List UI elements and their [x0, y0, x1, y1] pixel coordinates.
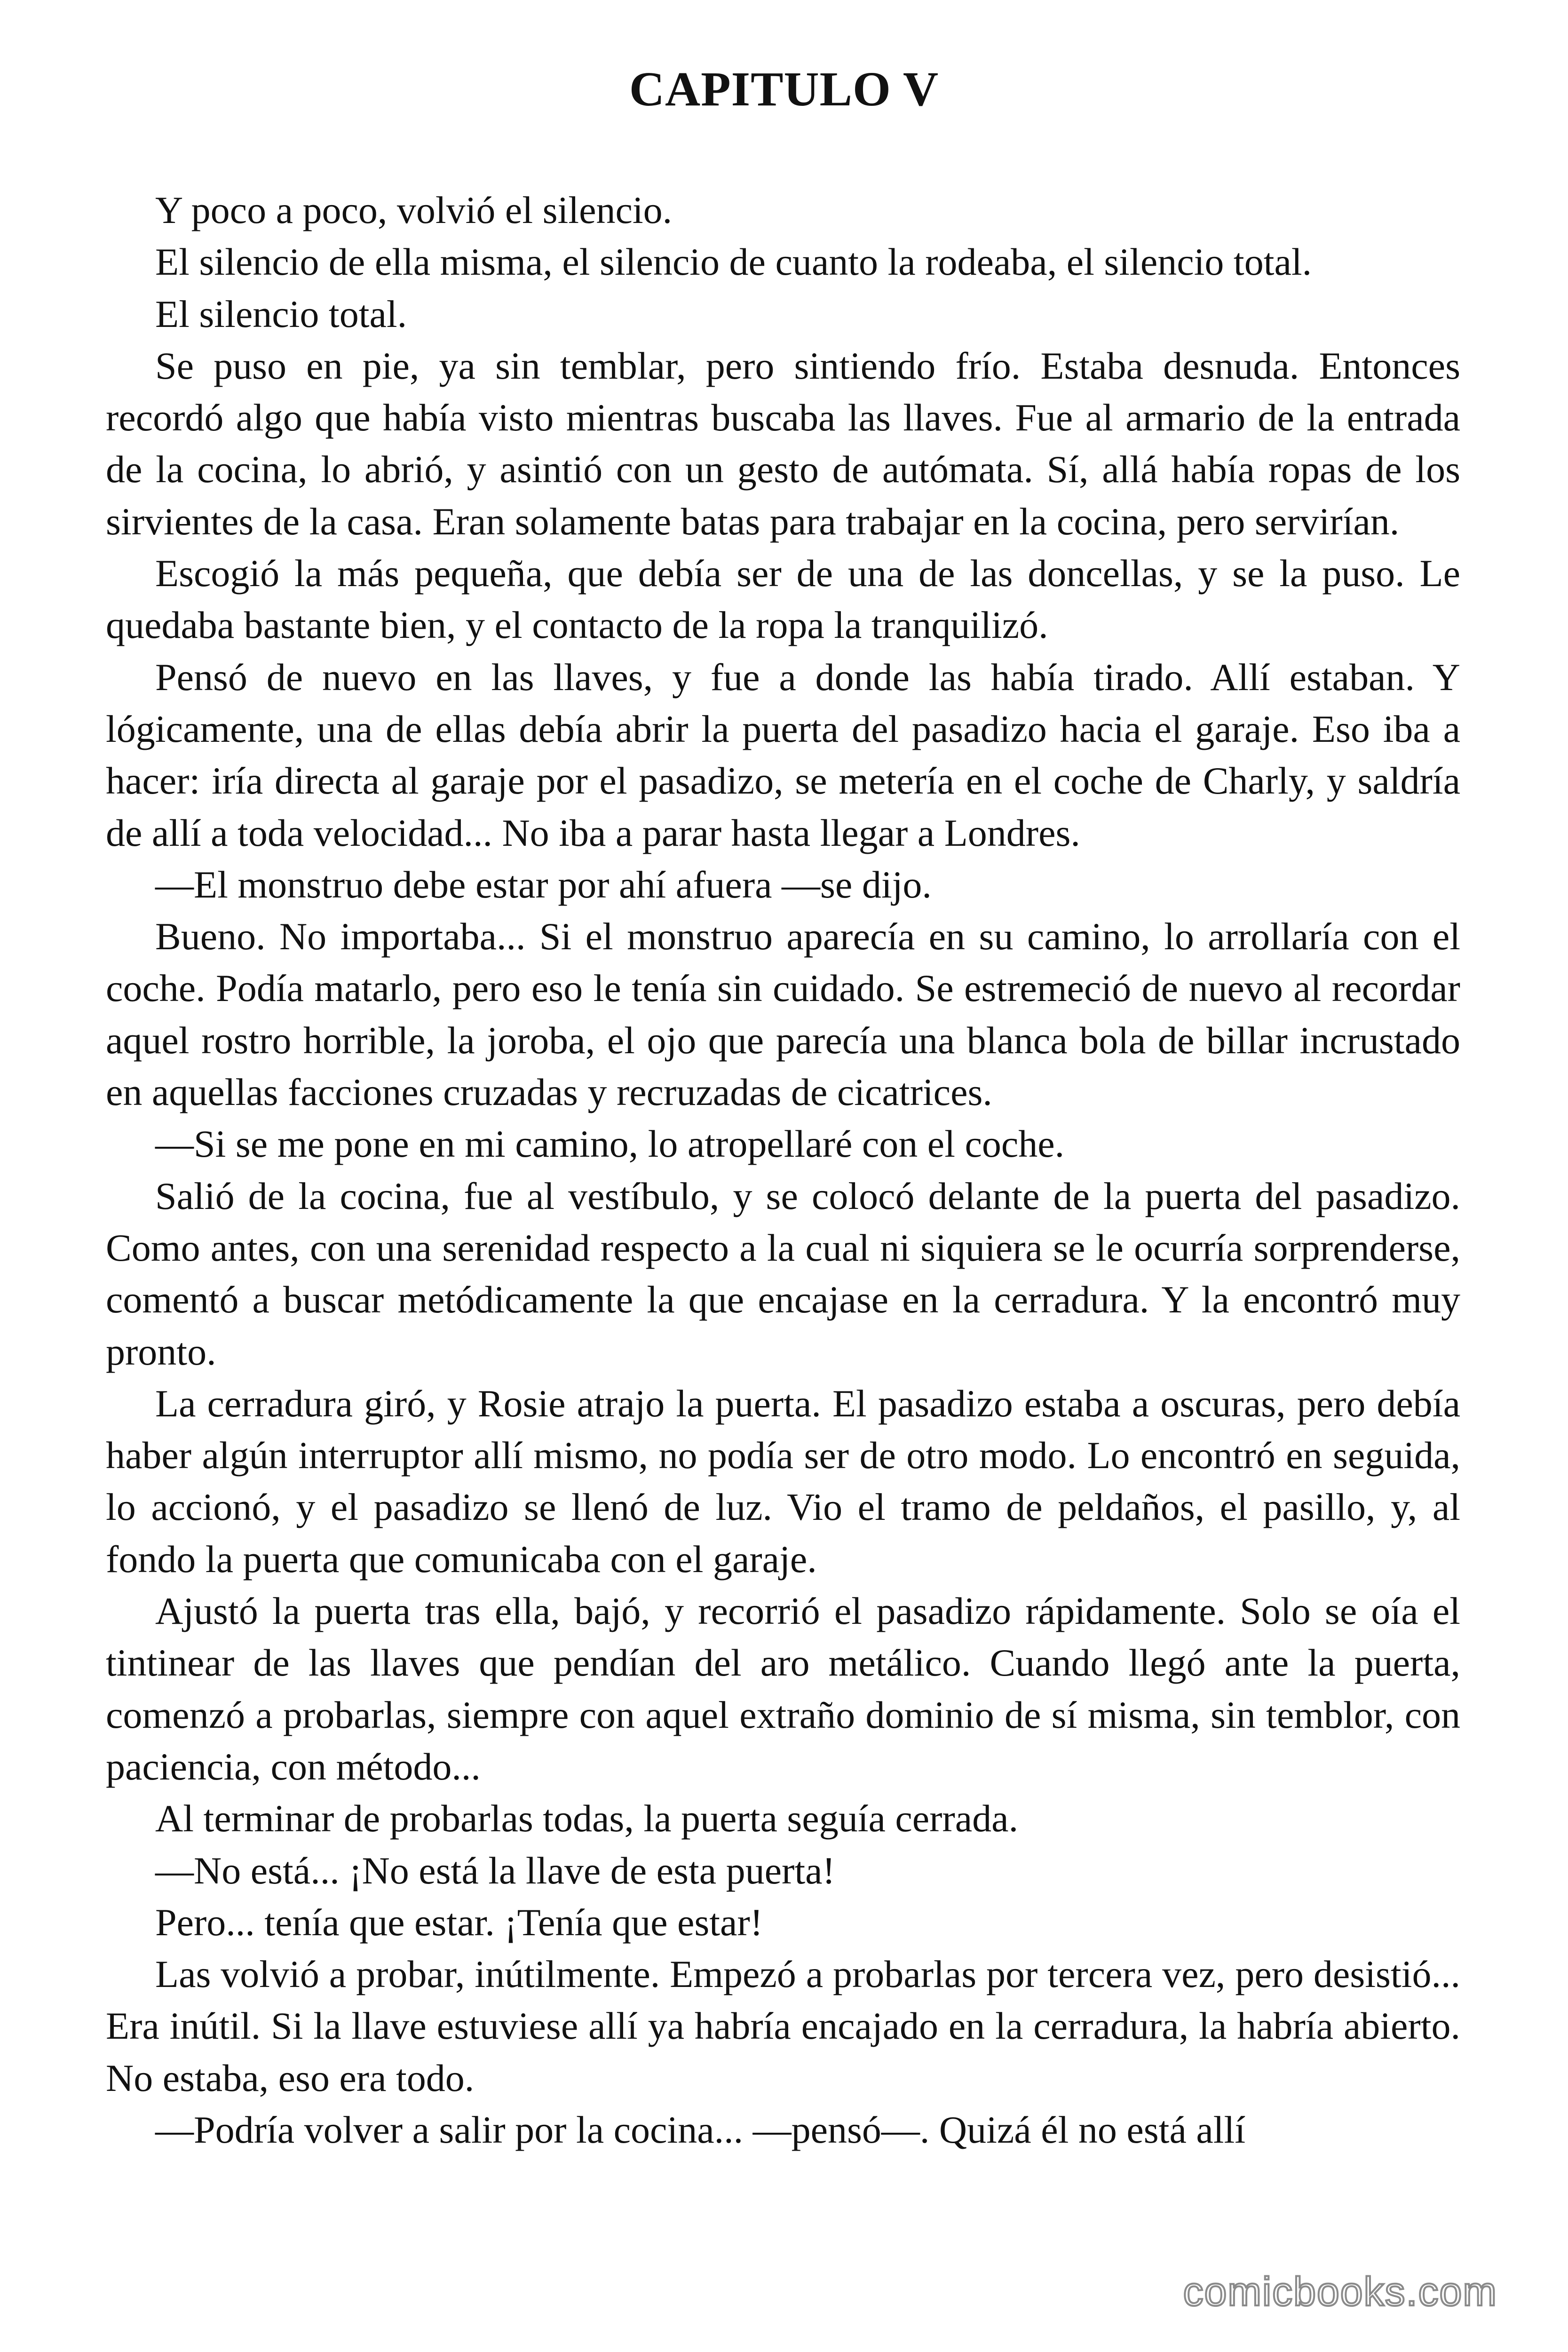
paragraph: Pero... tenía que estar. ¡Tenía que estar! — [155, 1900, 763, 1944]
paragraph: Pensó de nuevo en las llaves, y fue a donde las había tirado. Allí estaban. Y lógicamente, una de ellas debía abrir la puerta del pasadizo hacia el garaje. Eso iba a hacer: iría directa al garaje por el pasadizo, se metería en el coche de Charly, y saldría de allí a toda velocidad... No iba a parar hasta llegar a Londres. — [106, 655, 1460, 854]
paragraph: —No está... ¡No está la llave de esta puerta! — [155, 1849, 835, 1892]
paragraph: Y poco a poco, volvió el silencio. — [155, 189, 673, 231]
paragraph: El silencio total. — [155, 292, 407, 335]
paragraph: Ajustó la puerta tras ella, bajó, y recorrió el pasadizo rápidamente. Solo se oía el tintinear de las llaves que pendían del aro metálico. Cuando llegó ante la puerta, comenzó a probarlas, siempre con aquel extraño dominio de sí misma, sin temblor, con paciencia, con método... — [106, 1589, 1460, 1788]
watermark: comicbooks.com — [1183, 2269, 1497, 2314]
paragraph: La cerradura giró, y Rosie atrajo la puerta. El pasadizo estaba a oscuras, pero debía haber algún interruptor allí mismo, no podía ser de otro modo. Lo encontró en seguida, lo accionó, y el pasadizo se llenó de luz. Vio el tramo de peldaños, el pasillo, y, al fondo la puerta que comunicaba con el garaje. — [106, 1382, 1460, 1581]
chapter-body — [106, 184, 1460, 2156]
paragraph: Escogió la más pequeña, que debía ser de una de las doncellas, y se la puso. Le quedaba bastante bien, y el contacto de la ropa la tranquilizó. — [106, 552, 1460, 647]
paragraph: Bueno. No importaba... Si el monstruo aparecía en su camino, lo arrollaría con el coche. Podía matarlo, pero eso le tenía sin cuidado. Se estremeció de nuevo al recordar aquel rostro horrible, la joroba, el ojo que parecía una blanca bola de billar incrustado en aquellas facciones cruzadas y recruzadas de cicatrices. — [106, 915, 1460, 1114]
paragraph: El silencio de ella misma, el silencio de cuanto la rodeaba, el silencio total. — [155, 240, 1312, 284]
paragraph: —El monstruo debe estar por ahí afuera —se dijo. — [155, 863, 932, 906]
paragraph: Se puso en pie, ya sin temblar, pero sintiendo frío. Estaba desnuda. Entonces recordó algo que había visto mientras buscaba las llaves. Fue al armario de la entrada de la cocina, lo abrió, y asintió con un gesto de autómata. Sí, allá había ropas de los sirvientes de la casa. Eran solamente batas para trabajar en la cocina, pero servirían. — [106, 344, 1460, 543]
paragraph: Salió de la cocina, fue al vestíbulo, y se colocó delante de la puerta del pasadizo. Como antes, con una serenidad respecto a la cual ni siquiera se le ocurría sorprenderse, comentó a buscar metódicamente la que encajase en la cerradura. Y la encontró muy pronto. — [106, 1174, 1460, 1373]
paragraph: Al terminar de probarlas todas, la puerta seguía cerrada. — [155, 1797, 1019, 1840]
paragraph: —Si se me pone en mi camino, lo atropellaré con el coche. — [155, 1122, 1065, 1166]
paragraph: —Podría volver a salir por la cocina... —pensó—. Quizá él no está allí — [155, 2108, 1246, 2151]
paragraph: Las volvió a probar, inútilmente. Empezó a probarlas por tercera vez, pero desistió... Era inútil. Si la llave estuviese allí ya habría encajado en la cerradura, la habría abierto. No estaba, eso era todo. — [106, 1953, 1460, 2099]
chapter-title: CAPITULO V — [629, 62, 939, 116]
